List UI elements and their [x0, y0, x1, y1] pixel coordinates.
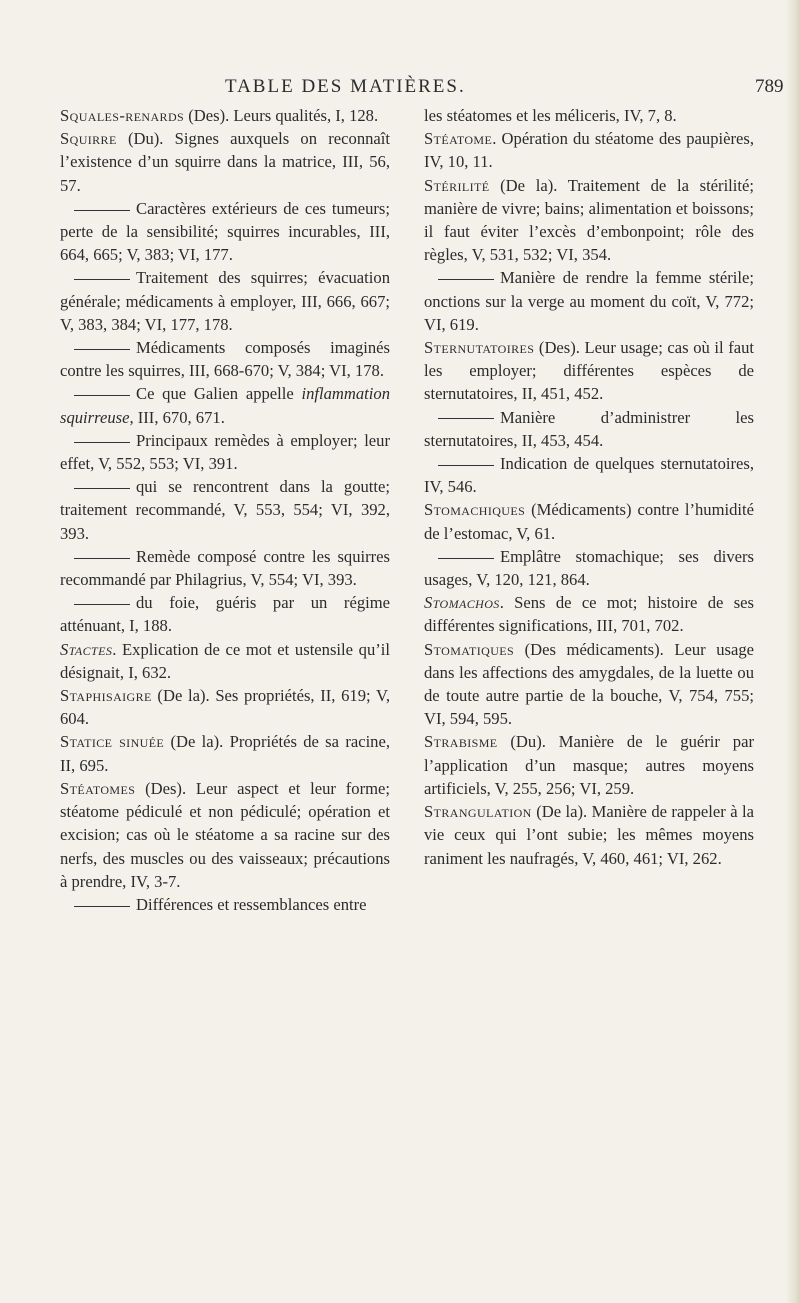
- entry-text: (De la). Traitement de la stérilité; manière de vivre; bains; alimentation et boissons; il faut éviter l’excès d’embonpoint; rôle des règles, V, 531, 532; VI, 354.: [424, 175, 754, 265]
- entry-text: (Du). Manière de le guérir par l’application d’un masque; autres moyens artificiels, V, 255, 256; VI, 259.: [424, 732, 754, 798]
- index-entry: [424, 730, 754, 800]
- running-title: TABLE DES MATIÈRES.: [225, 76, 466, 97]
- entry-text: . Sens de ce mot; histoire de ses différentes significations, III, 701, 702.: [424, 593, 754, 636]
- entry-dash: [74, 395, 130, 396]
- entry-heading: Stéatome: [424, 129, 493, 149]
- entry-text: . Explication de ce mot et ustensile qu’il désignait, I, 632.: [60, 639, 390, 682]
- index-entry: [60, 777, 390, 893]
- index-entry: [424, 266, 754, 336]
- entry-text: . Opération du stéatome des paupières, IV, 10, 11.: [424, 129, 754, 172]
- entry-text: (De la). Manière de rappeler à la vie ceux qui l’ont subie; les mêmes moyens raniment les naufragés, V, 460, 461; VI, 262.: [424, 802, 754, 868]
- entry-heading: Stérilité: [424, 175, 490, 195]
- index-entry: [60, 127, 390, 197]
- entry-text: Différences et ressemblances entre: [136, 894, 367, 914]
- entry-dash: [74, 488, 130, 489]
- index-entry: [424, 127, 754, 173]
- entry-text: Manière de rendre la femme stérile; onctions sur la verge au moment du coït, V, 772; VI, 619.: [424, 268, 754, 334]
- index-entry: [60, 638, 390, 684]
- page-header: [0, 76, 800, 106]
- entry-text: du foie, guéris par un régime atténuant, I, 188.: [60, 593, 390, 636]
- index-entry: [60, 266, 390, 336]
- entry-text: Principaux remèdes à employer; leur effet, V, 552, 553; VI, 391.: [60, 430, 390, 474]
- entry-text: Emplâtre stomachique; ses divers usages, V, 120, 121, 864.: [424, 546, 754, 590]
- entry-heading: Stactes: [60, 639, 113, 659]
- entry-text: (De la). Propriétés de sa racine, II, 695.: [60, 732, 390, 775]
- index-entry: [60, 591, 390, 637]
- entry-heading: Sternutatoires: [424, 338, 535, 358]
- entry-heading: Staphisaigre: [60, 686, 152, 706]
- left-column: [60, 104, 390, 916]
- entry-heading: Squirre: [60, 129, 117, 149]
- index-entry: [424, 452, 754, 498]
- entry-text: Remède composé contre les squirres recommandé par Philagrius, V, 554; VI, 393.: [60, 546, 390, 590]
- entry-heading: Stomachos: [424, 593, 500, 613]
- index-entry: [424, 406, 754, 452]
- entry-dash: [438, 279, 494, 280]
- entry-text: qui se rencontrent dans la goutte; traitement recommandé, V, 553, 554; VI, 392, 393.: [60, 477, 390, 543]
- entry-heading: Stomachiques: [424, 500, 526, 520]
- entry-dash: [438, 418, 494, 419]
- entry-heading: Stéatomes: [60, 778, 136, 798]
- entry-dash: [438, 558, 494, 559]
- index-entry: [424, 591, 754, 637]
- index-entry: [60, 382, 390, 428]
- entry-text: (Des). Leur aspect et leur forme; stéatome pédiculé et non pédiculé; opération et excision; cas où le stéatome a sa racine sur des nerfs, des muscles ou des vaisseaux; précautions à prendre, IV, 3-7.: [60, 778, 390, 891]
- index-entry: [60, 104, 390, 127]
- index-entry: [60, 475, 390, 545]
- index-entry: [424, 104, 754, 127]
- entry-dash: [74, 906, 130, 907]
- entry-text: (Des). Leur usage; cas où il faut les employer; différentes espèces de sternutatoires, II, 451, 452.: [424, 338, 754, 404]
- index-entry: [424, 800, 754, 870]
- entry-text: Traitement des squirres; évacuation générale; médicaments à employer, III, 666, 667; V, 383, 384; VI, 177, 178.: [60, 268, 390, 334]
- entry-dash: [74, 210, 130, 211]
- page-number: 789: [755, 76, 784, 97]
- entry-text: Ce que Galien appelle: [136, 384, 302, 404]
- entry-text: (Des). Leurs qualités, I, 128.: [184, 106, 379, 125]
- entry-text: Indication de quelques sternutatoires, IV, 546.: [424, 454, 754, 497]
- index-entry: [60, 730, 390, 776]
- index-entry: [60, 429, 390, 475]
- index-entry: [60, 893, 390, 916]
- entry-dash: [74, 442, 130, 443]
- entry-dash: [74, 279, 130, 280]
- entry-text-tail: , III, 670, 671.: [129, 407, 225, 427]
- entry-dash: [74, 558, 130, 559]
- entry-text: Caractères extérieurs de ces tumeurs; perte de la sensibilité; squirres incurables, III, 664, 665; V, 383; VI, 177.: [60, 198, 390, 265]
- entry-heading: Stomatiques: [424, 639, 515, 659]
- index-entry: [424, 336, 754, 406]
- index-entry: [424, 545, 754, 591]
- entry-heading: Strabisme: [424, 732, 498, 752]
- entry-dash: [438, 465, 494, 466]
- index-entry: [60, 545, 390, 591]
- right-column: [424, 104, 754, 870]
- entry-text: Manière d’administrer les sternutatoires, II, 453, 454.: [424, 407, 754, 450]
- entry-italic-term: inflammation squirreuse: [60, 384, 390, 427]
- entry-text: (Du). Signes auxquels on reconnaît l’existence d’un squirre dans la matrice, III, 56, 57.: [60, 129, 390, 195]
- entry-heading: Strangulation: [424, 802, 532, 822]
- index-entry: [60, 684, 390, 730]
- page-edge: [786, 0, 800, 1303]
- entry-text: Médicaments composés imaginés contre les squirres, III, 668-670; V, 384; VI, 178.: [60, 338, 390, 381]
- entry-text: (De la). Ses propriétés, II, 619; V, 604.: [60, 686, 390, 729]
- index-entry: [424, 638, 754, 731]
- index-entry: [60, 197, 390, 267]
- index-entry: [424, 174, 754, 267]
- entry-dash: [74, 349, 130, 350]
- entry-heading: Statice sinuée: [60, 732, 165, 752]
- index-entry: [60, 336, 390, 382]
- entry-text: les stéatomes et les méliceris, IV, 7, 8.: [424, 106, 677, 125]
- entry-text: (Médicaments) contre l’humidité de l’estomac, V, 61.: [424, 500, 754, 543]
- entry-text: (Des médicaments). Leur usage dans les affections des amygdales, de la luette ou de toute autre partie de la bouche, V, 754, 755; VI, 594, 595.: [424, 639, 754, 729]
- index-entry: [424, 498, 754, 544]
- entry-heading: Squales-renards: [60, 106, 185, 125]
- entry-dash: [74, 604, 130, 605]
